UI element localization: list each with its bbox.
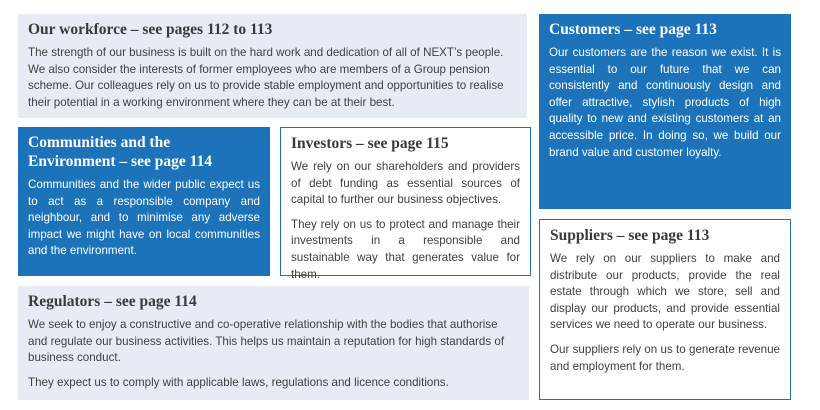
workforce-paragraph: The strength of our business is built on the hard work and dedication of all of NEXT’s people. We also consider the interests of former employees who are members of a Group pension scheme. Our colleagues rely on us to provide stable employment and opportunities to realise their potential in a working environment where they can be at their best. bbox=[28, 46, 504, 109]
communities-title: Communities and the Environment – see page 114 bbox=[28, 134, 212, 170]
regulators-paragraph-2: They expect us to comply with applicable laws, regulations and licence conditions. bbox=[28, 375, 449, 389]
regulators-title: Regulators – see page 114 bbox=[28, 293, 197, 310]
customers-title: Customers – see page 113 bbox=[549, 21, 717, 38]
regulators-paragraph-1: We seek to enjoy a constructive and co-operative relationship with the bodies that authorise and regulate our business activities. This helps us maintain a reputation for high standards of business conduct. bbox=[28, 318, 505, 365]
regulators-panel bbox=[18, 286, 529, 400]
customers-panel bbox=[539, 14, 791, 209]
workforce-title: Our workforce – see pages 112 to 113 bbox=[28, 21, 273, 38]
customers-paragraph: Our customers are the reason we exist. It is essential to our future that we can consistently and continuously design and offer attractive, stylish products of high quality to new and existing customers at an accessible price. In doing so, we build our brand value and customer loyalty. bbox=[549, 46, 781, 159]
communities-paragraph: Communities and the wider public expect us to act as a responsible company and neighbour, and to minimise any adverse impact we might have on local communities and the environment. bbox=[28, 178, 260, 258]
investors-title: Investors – see page 115 bbox=[291, 135, 449, 152]
workforce-panel bbox=[18, 14, 527, 118]
suppliers-panel bbox=[539, 219, 791, 400]
investors-paragraph-1: We rely on our shareholders and providers of debt funding as essential sources of capital to further our business objectives. bbox=[291, 160, 520, 207]
investors-paragraph-2: They rely on us to protect and manage their investments in a responsible and sustainable way that generates value for them. bbox=[291, 217, 520, 281]
suppliers-title: Suppliers – see page 113 bbox=[550, 227, 710, 244]
suppliers-paragraph-1: We rely on our suppliers to make and distribute our products, provide the real estate through which we store, sell and display our products, and provide essential services we need to operate our business. bbox=[550, 252, 780, 332]
suppliers-paragraph-2: Our suppliers rely on us to generate revenue and employment for them. bbox=[550, 342, 780, 373]
investors-panel bbox=[280, 127, 531, 281]
communities-panel bbox=[18, 127, 270, 276]
